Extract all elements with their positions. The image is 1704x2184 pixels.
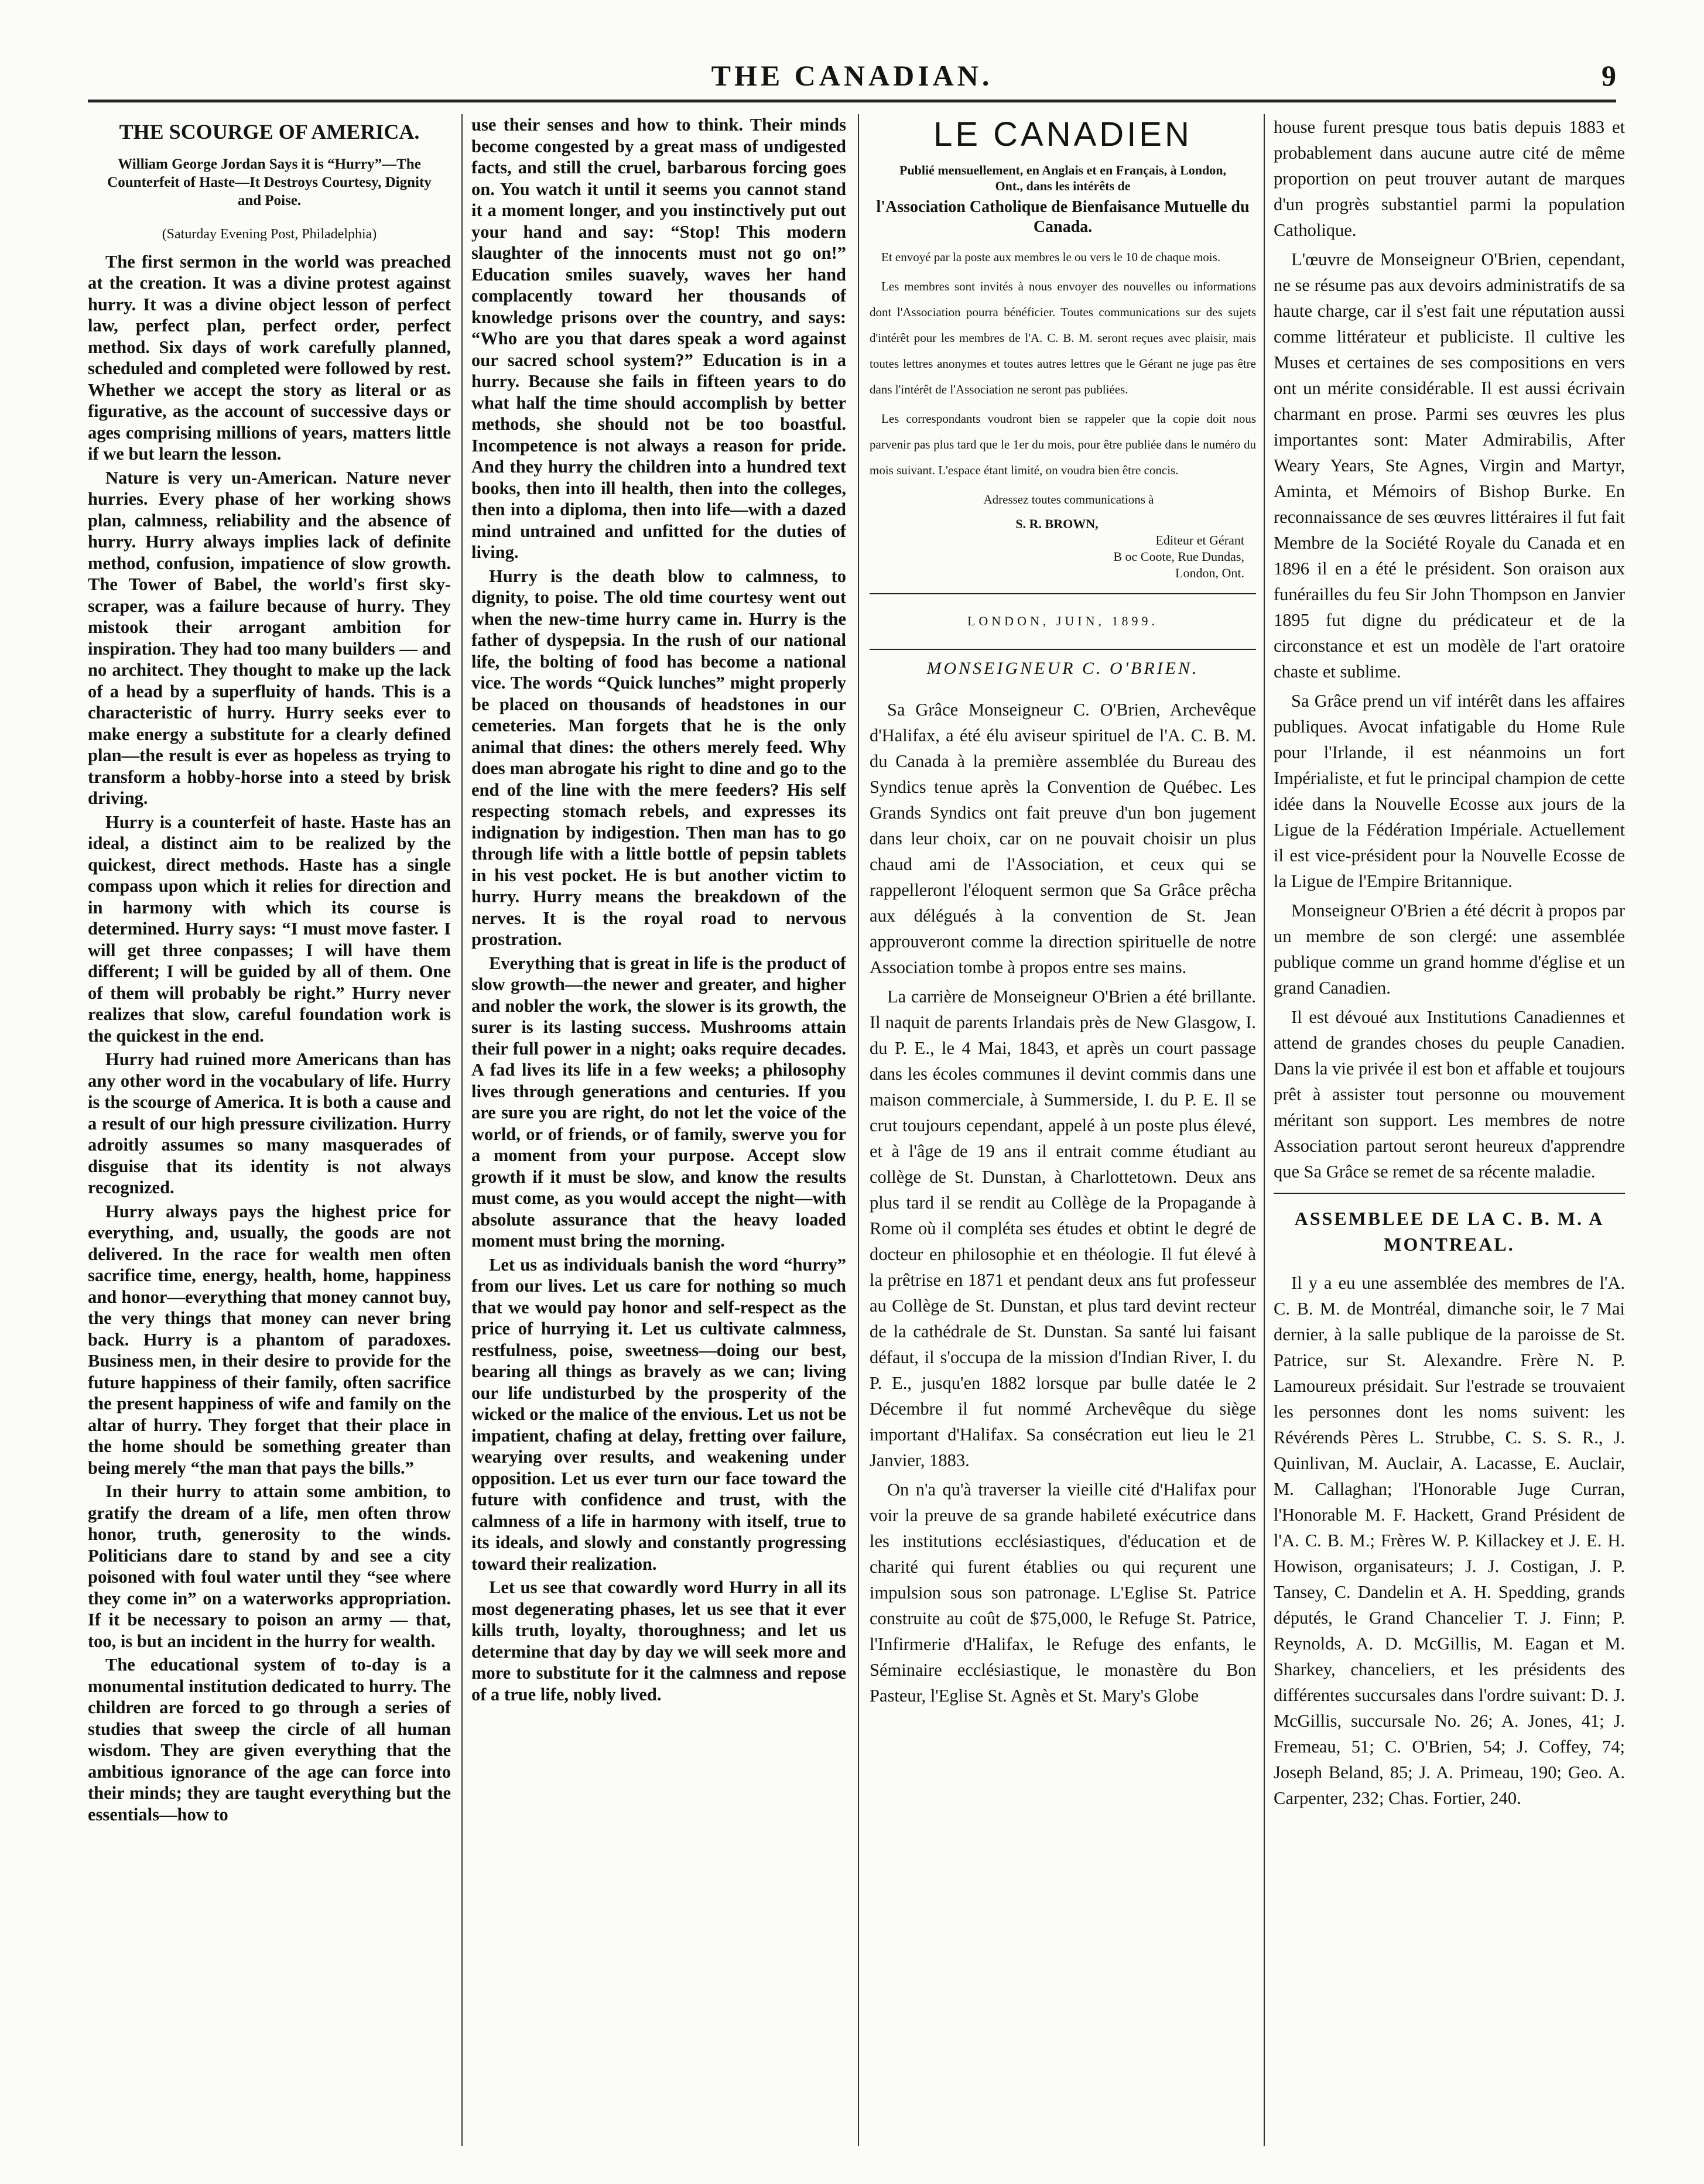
paragraph: Let us as individuals banish the word “hurry” from our lives. Let us care for nothing so much that we would pay honor and self-respect as the price of hurrying it. Let us cultivate calmness, restfulness, poise, sweetness—doing our best, bearing all things as bravely as we can; living our life undisturbed by the prosperity of the wicked or the malice of the envious. Let us not be impatient, chafing at delay, fretting over failure, wearying over results, and weakening under opposition. Let us ever turn our face toward the future with confidence and trust, with the calmness of a life in harmony with itself, true to its ideals, and slowly and constantly progressing toward their realization. <box>471 1254 846 1574</box>
article-subtitle: William George Jordan Says it is “Hurry”—The Counterfeit of Haste—It Destroys Courtesy, Dignity and Poise. <box>107 156 432 208</box>
newspaper-title: THE CANADIAN. <box>711 59 993 92</box>
paragraph: In their hurry to attain some ambition, to gratify the dream of a life, men often throw honor, truth, generosity to the winds. Politicians dare to stand by and see a city poisoned with foul water until they “see where they come in” on a waterworks appropriation. If it be necessary to poison an army — that, too, is but an incident in the hurry for wealth. <box>88 1481 451 1651</box>
notice-line: Adressez toutes communications à <box>983 492 1154 506</box>
publication-note: Publié mensuellement, en Anglais et en Français, à London, Ont., dans les intérêts de <box>899 163 1226 193</box>
divider <box>870 593 1256 594</box>
paragraph: The educational system of to-day is a monumental institution dedicated to hurry. The children are forced to go through a series of studies that sweep the circle of all human wisdom. They are given everything that the ambitious ignorance of the age can force into their minds; they are taught everything but the essentials—how to <box>88 1655 451 1824</box>
column-3 <box>870 114 1256 2152</box>
article-source: (Saturday Evening Post, Philadelphia) <box>162 227 377 242</box>
paragraph: Hurry always pays the highest price for everything, and, usually, the goods are not delivered. In the race for wealth men often sacrifice time, energy, health, home, happiness and honor—everything that money cannot buy, the very things that money can never bring back. Hurry is a phantom of paradoxes. Business men, in their desire to provide for the future happiness of their family, often sacrifice the present happiness of wife and family on the altar of hurry. They forget that their place in the home should be something greater than being merely “the man that pays the bills.” <box>88 1201 451 1478</box>
paragraph: La carrière de Monseigneur O'Brien a été brillante. Il naquit de parents Irlandais près de New Glasgow, I. du P. E., le 4 Mai, 1843, et après un court passage dans les écoles communes il devint commis dans une maison commerciale, à Summerside, I. du P. E. Il se crut toujours cependant, appelé à un poste plus élevé, et à l'âge de 19 ans il entrait comme étudiant au collège de St. Dunstan, à Charlottetown. Deux ans plus tard il se rendit au Collège de la Propagande à Rome où il compléta ses études et obtint le degré de docteur en philosophie et en théologie. Il fut élevé à la prêtrise en 1871 et pendant deux ans fut professeur au Collège de St. Dunstan, et plus tard devint recteur de la cathédrale de St. Dunstan. Sa santé lui faisant défaut, il s'occupa de la mission d'Indian River, I. du P. E., jusqu'en 1882 lorsque par bulle datée le 2 Décembre il fut nommé Archevêque du siège important d'Halifax. Sa consécration eut lieu le 21 Janvier, 1883. <box>870 987 1256 1470</box>
paragraph: Hurry is a counterfeit of haste. Haste has an ideal, a distinct aim to be realized by the quickest, direct methods. Haste has a single compass upon which it relies for direction and in harmony with which its course is determined. Hurry says: “I must move faster. I will get three conpasses; I will have them different; I will be guided by all of them. One of them will probably be right.” Hurry never realizes that slow, careful foundation work is the quickest in the end. <box>88 812 451 1046</box>
column-1 <box>88 114 451 2152</box>
paragraph: use their senses and how to think. Their minds become congested by a great mass of undigested facts, and still the cruel, barbarous forcing goes on. You watch it until it seems you cannot stand it a moment longer, and you instinctively put out your hand and say: “Stop! This modern slaughter of the innocents must not go on!” Education smiles suavely, waves her hand complacently toward her thousands of knowledge prisons over the country, and says: “Who are you that dares speak a word against our sacred school system?” Education is in a hurry. Because she fails in fifteen years to do what half the time should accomplish by better methods, she should not be too boastful. Incompetence is not always a reason for pride. And they hurry the children into a hundred text books, then into ill health, then into the colleges, then into a diploma, then into life—with a dazed mind untrained and unfitted for the duties of living. <box>471 115 846 562</box>
column-4 <box>1274 114 1625 2152</box>
paragraph: On n'a qu'à traverser la vieille cité d'Halifax pour voir la preuve de sa grande habileté exécutrice dans les institutions ecclésiastiques, d'éducation et de charité qui furent établies ou qui reçurent une impulsion sous son patronage. L'Eglise St. Patrice construite au coût de $75,000, le Refuge St. Patrice, l'Infirmerie d'Halifax, le Refuge des enfants, le Séminaire ecclésiastique, le monastère du Bon Pasteur, l'Eglise St. Agnès et St. Mary's Globe <box>870 1480 1256 1706</box>
editor-signature <box>870 516 1244 581</box>
assemblee-title: ASSEMBLEE DE LA C. B. M. A MONTREAL. <box>1294 1208 1604 1255</box>
paragraph: Let us see that cowardly word Hurry in all its most degenerating phases, let us see that it ever kills truth, loyalty, thoroughness; and let us determine that day by day we will seek more and more to substitute for it the calmness and repose of a true life, nobly lived. <box>471 1577 846 1704</box>
paragraph: The first sermon in the world was preached at the creation. It was a divine protest against hurry. It was a divine object lesson of perfect law, perfect plan, perfect order, perfect method. Six days of work carefully planned, scheduled and completed were followed by rest. Whether we accept the story as literal or as figurative, as the account of successive days or ages comprising millions of years, matters little if we but learn the lesson. <box>88 251 451 464</box>
paragraph: Il y a eu une assemblée des membres de l'A. C. B. M. de Montréal, dimanche soir, le 7 Mai dernier, à la salle publique de la paroisse de St. Patrice, sur St. Alexandre. Frère N. P. Lamoureux présidait. Sur l'estrade se trouvaient les personnes dont les noms suivent: les Révérends Pères L. Strubbe, C. S. S. R., J. Quinlivan, M. Auclair, A. Lacasse, E. Auclair, M. Callaghan; l'Honorable Juge Curran, l'Honorable M. F. Hackett, Grand Président de l'A. C. B. M.; Frères W. P. Killackey et J. E. H. Howison, organisateurs; J. J. Costigan, J. P. Tansey, C. Dandelin et A. H. Spedding, grands députés, le Grand Chancelier T. J. Finn; P. Reynolds, A. D. McGillis, M. Eagan et M. Sharkey, chanceliers, et les présidents des différentes succursales dans l'ordre suivant: D. J. McGillis, succursale No. 26; A. Jones, 41; J. Fremeau, 51; C. O'Brien, 54; J. Coffey, 74; Joseph Beland, 85; J. A. Primeau, 190; Geo. A. Carpenter, 232; Chas. Fortier, 240. <box>1274 1273 1625 1808</box>
paragraph: L'œuvre de Monseigneur O'Brien, cependant, ne se résume pas aux devoirs administratifs de sa haute charge, car il s'est fait une réputation aussi comme littérateur et publiciste. Il cultive les Muses et certaines de ses compositions en vers ont un mérite considérable. Il est aussi écrivain charmant en prose. Parmi ses œuvres les plus importantes sont: Mater Admirabilis, After Weary Years, Ste Agnes, Virgin and Martyr, Aminta, et Mémoirs of Bishop Burke. En reconnaissance de ses œuvres littéraires il fut fait Membre de la Société Royale du Canada et en 1896 il en a été le président. Son oraison aux funérailles du feu Sir John Thompson en Janvier 1895 fut digne du prédicateur et de la circonstance et est un modèle de l'art oratoire chaste et sublime. <box>1274 249 1625 682</box>
column-rule <box>1264 114 1265 2146</box>
paragraph: Everything that is great in life is the product of slow growth—the newer and greater, and higher and nobler the work, the slower is its growth, the surer is its lasting success. Mushrooms attain their full power in a night; oaks require decades. A fad lives its life in a few weeks; a philosophy lives through generations and centuries. If you are sure you are right, do not let the voice of the world, or of friends, or of family, swerve you for a moment from your purpose. Accept slow growth if it must be slow, and know the results must come, as you would accept the night—with absolute assurance that the heavy loaded moment must bring the morning. <box>471 953 846 1251</box>
notice-line: Les membres sont invités à nous envoyer des nouvelles ou informations dont l'Association pourra bénéficier. Toutes communications sur des sujets d'intérêt pour les membres de l'A. C. B. M. seront reçues avec plaisir, mais toutes lettres anonymes et toutes autres lettres que le Gérant ne juge pas être dans l'intérêt de l'Association ne seront pas publiées. <box>870 279 1256 396</box>
paragraph: house furent presque tous batis depuis 1883 et probablement dans aucune autre cité de même proportion on peut trouver autant de marques d'un progrès substantiel parmi la population Catholique. <box>1274 117 1625 240</box>
editor-address: B oc Coote, Rue Dundas, <box>1113 549 1244 564</box>
paragraph: Il est dévoué aux Institutions Canadiennes et attend de grandes choses du peuple Canadien. Dans la vie privée il est bon et affable et toujours prêt à assister tout personne ou mouvement méritant son support. Les membres de notre Association partout seront heureux d'apprendre que Sa Grâce se remet de sa récente maladie. <box>1274 1007 1625 1182</box>
paragraph: Sa Grâce Monseigneur C. O'Brien, Archevêque d'Halifax, a été élu aviseur spirituel de l'A. C. B. M. du Canada à la première assemblée du Bureau des Syndics tenue après la Convention de Québec. Les Grands Syndics ont fait preuve d'un bon jugement dans leur choix, car on ne pouvait choisir un plus chaud ami de l'Association, et ceux qui se rappelleront l'éloquent sermon que Sa Grâce prêcha aux délégués à la convention de St. Jean approuveront comme la direction spirituelle de notre Association tombe à propos entre ses mains. <box>870 700 1256 977</box>
paragraph: Hurry had ruined more Americans than has any other word in the vocabulary of life. Hurry is the scourge of America. It is both a cause and a result of our high pressure civilization. Hurry adroitly assumes so many masquerades of disguise that its identity is not always recognized. <box>88 1049 451 1197</box>
article-title: THE SCOURGE OF AMERICA. <box>119 120 420 143</box>
paragraph: Monseigneur O'Brien a été décrit à propos par un membre de son clergé: une assemblée publique comme un grand homme d'église et un grand Canadien. <box>1274 901 1625 998</box>
masthead <box>88 59 1616 102</box>
notice-line: Et envoyé par la poste aux membres le ou vers le 10 de chaque mois. <box>881 250 1221 264</box>
dateline: LONDON, JUIN, 1899. <box>967 614 1159 628</box>
paragraph: Sa Grâce prend un vif intérêt dans les affaires publiques. Avocat infatigable du Home Rule pour l'Irlande, il est néanmoins un fort Impérialiste, et fut le principal champion de cette idée dans la Nouvelle Ecosse aux jours de la Ligue de la Fédération Impériale. Actuellement il est vice-président pour la Nouvelle Ecosse de la Ligue de l'Empire Britannique. <box>1274 691 1625 891</box>
column-rule <box>858 114 859 2146</box>
obrien-article-title: MONSEIGNEUR C. O'BRIEN. <box>926 658 1199 678</box>
editor-role: Editeur et Gérant <box>1155 533 1244 547</box>
editorial-notice <box>870 244 1256 512</box>
paragraph: Nature is very un-American. Nature never hurries. Every phase of her working shows plan, calmness, reliability and the absence of hurry. Hurry always implies lack of definite method, confusion, impatience of slow growth. The Tower of Babel, the world's first sky-scraper, was a failure because of hurry. They mistook their arrogant ambition for inspiration. They had too many builders — and no architect. They thought to make up the lack of a head by a superfluity of hands. This is a characteristic of hurry. Hurry seeks ever to make energy a substitute for a clearly defined plan—the result is ever as hopeless as trying to transform a hobby-horse into a steed by brisk driving. <box>88 467 451 808</box>
page-number: 9 <box>1602 59 1616 92</box>
paragraph: Hurry is the death blow to calmness, to dignity, to poise. The old time courtesy went out when the new-time hurry came in. Hurry is the father of dyspepsia. In the rush of our national life, the bolting of food has become a national vice. The words “Quick lunches” might properly be placed on thousands of headstones in our cemeteries. Man forgets that he is the only animal that dines: the others merely feed. Why does man abrogate his right to dine and go to the end of the line with the mere feeders? His self respecting stomach rebels, and expresses its indignation by indigestion. Then man has to go through life with a little bottle of pepsin tablets in his vest pocket. He is but another victim to hurry. Hurry means the breakdown of the nerves. It is the royal road to nervous prostration. <box>471 566 846 949</box>
divider <box>870 649 1256 650</box>
column-rule <box>461 114 463 2146</box>
notice-line: Les correspondants voudront bien se rappeler que la copie doit nous parvenir pas plus tard que le 1er du mois, pour être publiée dans le numéro du mois suivant. L'espace étant limité, on voudra bien être concis. <box>870 412 1256 477</box>
divider <box>1274 1193 1625 1194</box>
editor-city: London, Ont. <box>1175 566 1244 580</box>
le-canadien-title: LE CANADIEN <box>933 115 1192 153</box>
column-2 <box>471 114 846 2152</box>
association-name: l'Association Catholique de Bienfaisance Mutuelle du Canada. <box>876 198 1250 236</box>
editor-name: S. R. BROWN, <box>1015 516 1099 531</box>
